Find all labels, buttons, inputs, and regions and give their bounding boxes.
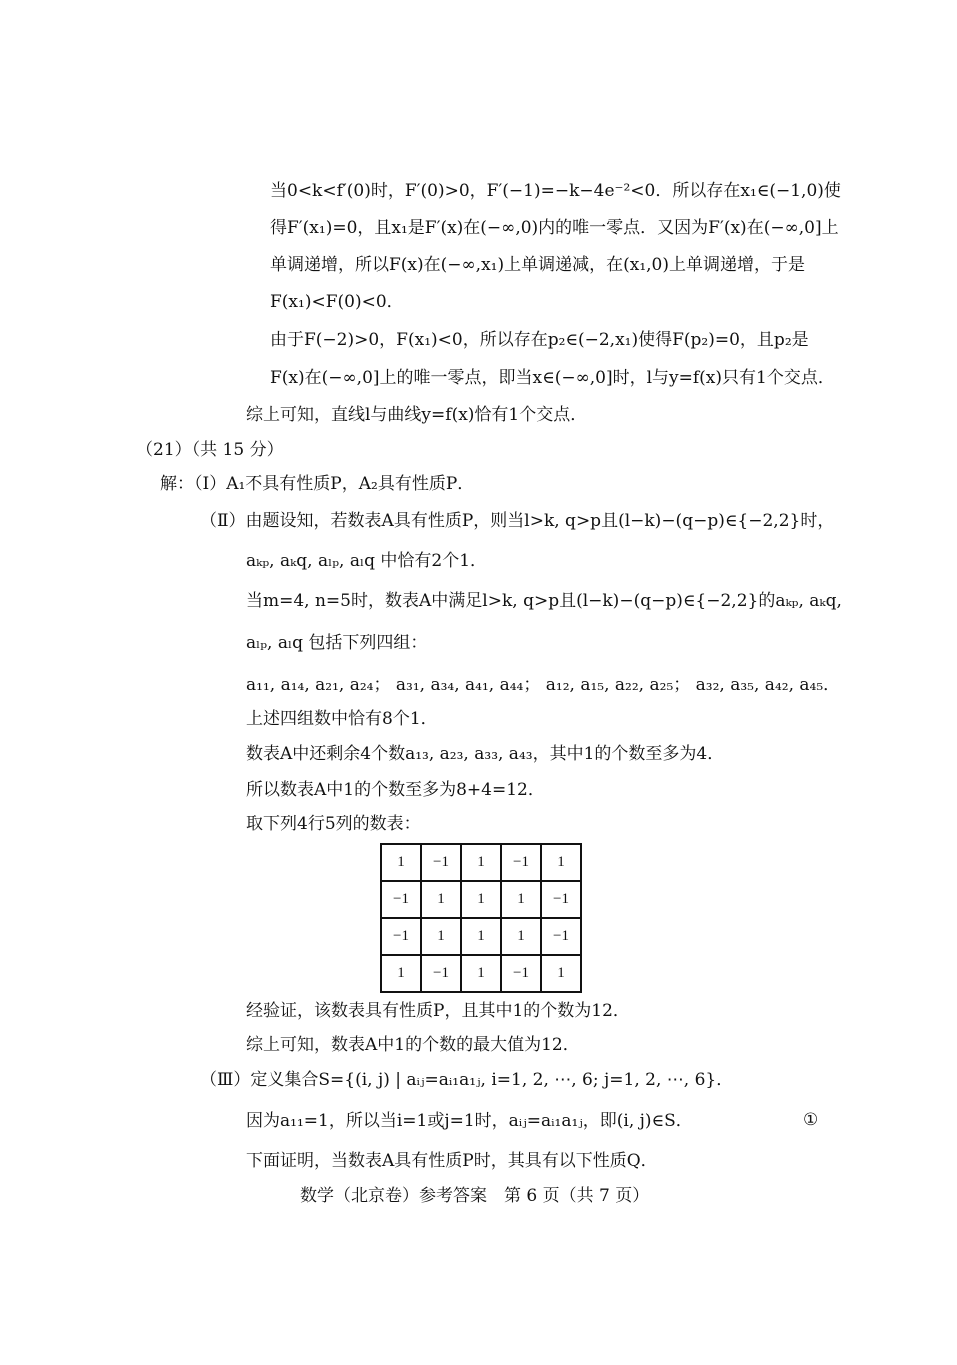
part-2-line-9: 取下列4行5列的数表： xyxy=(246,814,421,834)
table-cell: −1 xyxy=(381,918,421,955)
line-1: 当0<k<f′(0)时，F′(0)>0，F′(−1)=−k−4e⁻²<0．所以存在x₁∈(−1,0)使 xyxy=(270,181,841,201)
part-2-line-11: 综上可知，数表A中1的个数的最大值为12． xyxy=(246,1035,580,1055)
table-cell: −1 xyxy=(541,918,581,955)
part-2-line-7: 数表A中还剩余4个数a₁₃, a₂₃, a₃₃, a₄₃，其中1的个数至多为4． xyxy=(246,744,725,764)
table-row xyxy=(381,844,581,881)
part-2-line-2: aₖₚ, aₖq, aₗₚ, aₗq 中恰有2个1． xyxy=(246,551,488,571)
table-cell: 1 xyxy=(381,844,421,881)
page-footer: 数学（北京卷）参考答案 第 6 页（共 7 页） xyxy=(300,1186,650,1206)
line-3: 单调递增，所以F(x)在(−∞,x₁)上单调递减，在(x₁,0)上单调递增，于是 xyxy=(270,255,806,275)
table-cell: 1 xyxy=(461,881,501,918)
table-row xyxy=(381,881,581,918)
part-2-line-6: 上述四组数中恰有8个1． xyxy=(246,709,438,729)
part-2-line-10: 经验证，该数表具有性质P，且其中1的个数为12． xyxy=(246,1001,630,1021)
table-cell: −1 xyxy=(501,844,541,881)
table-cell: 1 xyxy=(421,918,461,955)
table-cell: −1 xyxy=(421,844,461,881)
table-cell: −1 xyxy=(421,955,461,992)
table-row xyxy=(381,918,581,955)
table-cell: 1 xyxy=(381,955,421,992)
part-2-line-1: （Ⅱ）由题设知，若数表A具有性质P，则当l>k, q>p且(l−k)−(q−p)∈{−2,2}时， xyxy=(200,511,835,531)
circled-marker: ① xyxy=(803,1110,819,1130)
part-3-line-3: 下面证明，当数表A具有性质P时，其具有以下性质Q． xyxy=(246,1151,658,1171)
line-4: F(x₁)<F(0)<0． xyxy=(270,292,404,312)
line-5: 由于F(−2)>0，F(x₁)<0，所以存在p₂∈(−2,x₁)使得F(p₂)=0，且p₂是 xyxy=(270,330,809,350)
table-cell: 1 xyxy=(421,881,461,918)
table-cell: −1 xyxy=(541,881,581,918)
line-6: F(x)在(−∞,0]上的唯一零点，即当x∈(−∞,0]时，l与y=f(x)只有1个交点． xyxy=(270,368,835,388)
table-cell: 1 xyxy=(541,844,581,881)
part-3-line-2: 因为a₁₁=1，所以当i=1或j=1时，aᵢⱼ=aᵢ₁a₁ⱼ，即(i, j)∈S． xyxy=(246,1111,693,1131)
table-cell: 1 xyxy=(501,918,541,955)
part-1: 解：（Ⅰ）A₁不具有性质P，A₂具有性质P． xyxy=(160,474,475,494)
table-cell: 1 xyxy=(501,881,541,918)
table-row xyxy=(381,955,581,992)
number-table xyxy=(380,843,582,993)
table-cell: 1 xyxy=(461,918,501,955)
table-cell: −1 xyxy=(381,881,421,918)
table-cell: 1 xyxy=(461,955,501,992)
line-7: 综上可知，直线l与曲线y=f(x)恰有1个交点． xyxy=(246,405,588,425)
part-2-line-3: 当m=4, n=5时，数表A中满足l>k, q>p且(l−k)−(q−p)∈{−2,2}的aₖₚ, aₖq, xyxy=(246,591,842,611)
part-2-line-4: aₗₚ, aₗq 包括下列四组： xyxy=(246,633,428,653)
part-3-line-1: （Ⅲ）定义集合S={(i, j) | aᵢⱼ=aᵢ₁a₁ⱼ, i=1, 2, ⋯, 6; j=1, 2, ⋯, 6}． xyxy=(200,1070,734,1090)
line-2: 得F′(x₁)=0，且x₁是F′(x)在(−∞,0)内的唯一零点．又因为F′(x)在(−∞,0]上 xyxy=(270,218,839,238)
part-2-line-8: 所以数表A中1的个数至多为8+4=12． xyxy=(246,780,545,800)
part-2-groups: a₁₁, a₁₄, a₂₁, a₂₄； a₃₁, a₃₄, a₄₁, a₄₄； a₁₂, a₁₅, a₂₂, a₂₅； a₃₂, a₃₅, a₄₂, a₄₅． xyxy=(246,675,841,695)
table-cell: 1 xyxy=(541,955,581,992)
table-cell: 1 xyxy=(461,844,501,881)
table-cell: −1 xyxy=(501,955,541,992)
problem-heading: （21）（共 15 分） xyxy=(136,440,284,460)
